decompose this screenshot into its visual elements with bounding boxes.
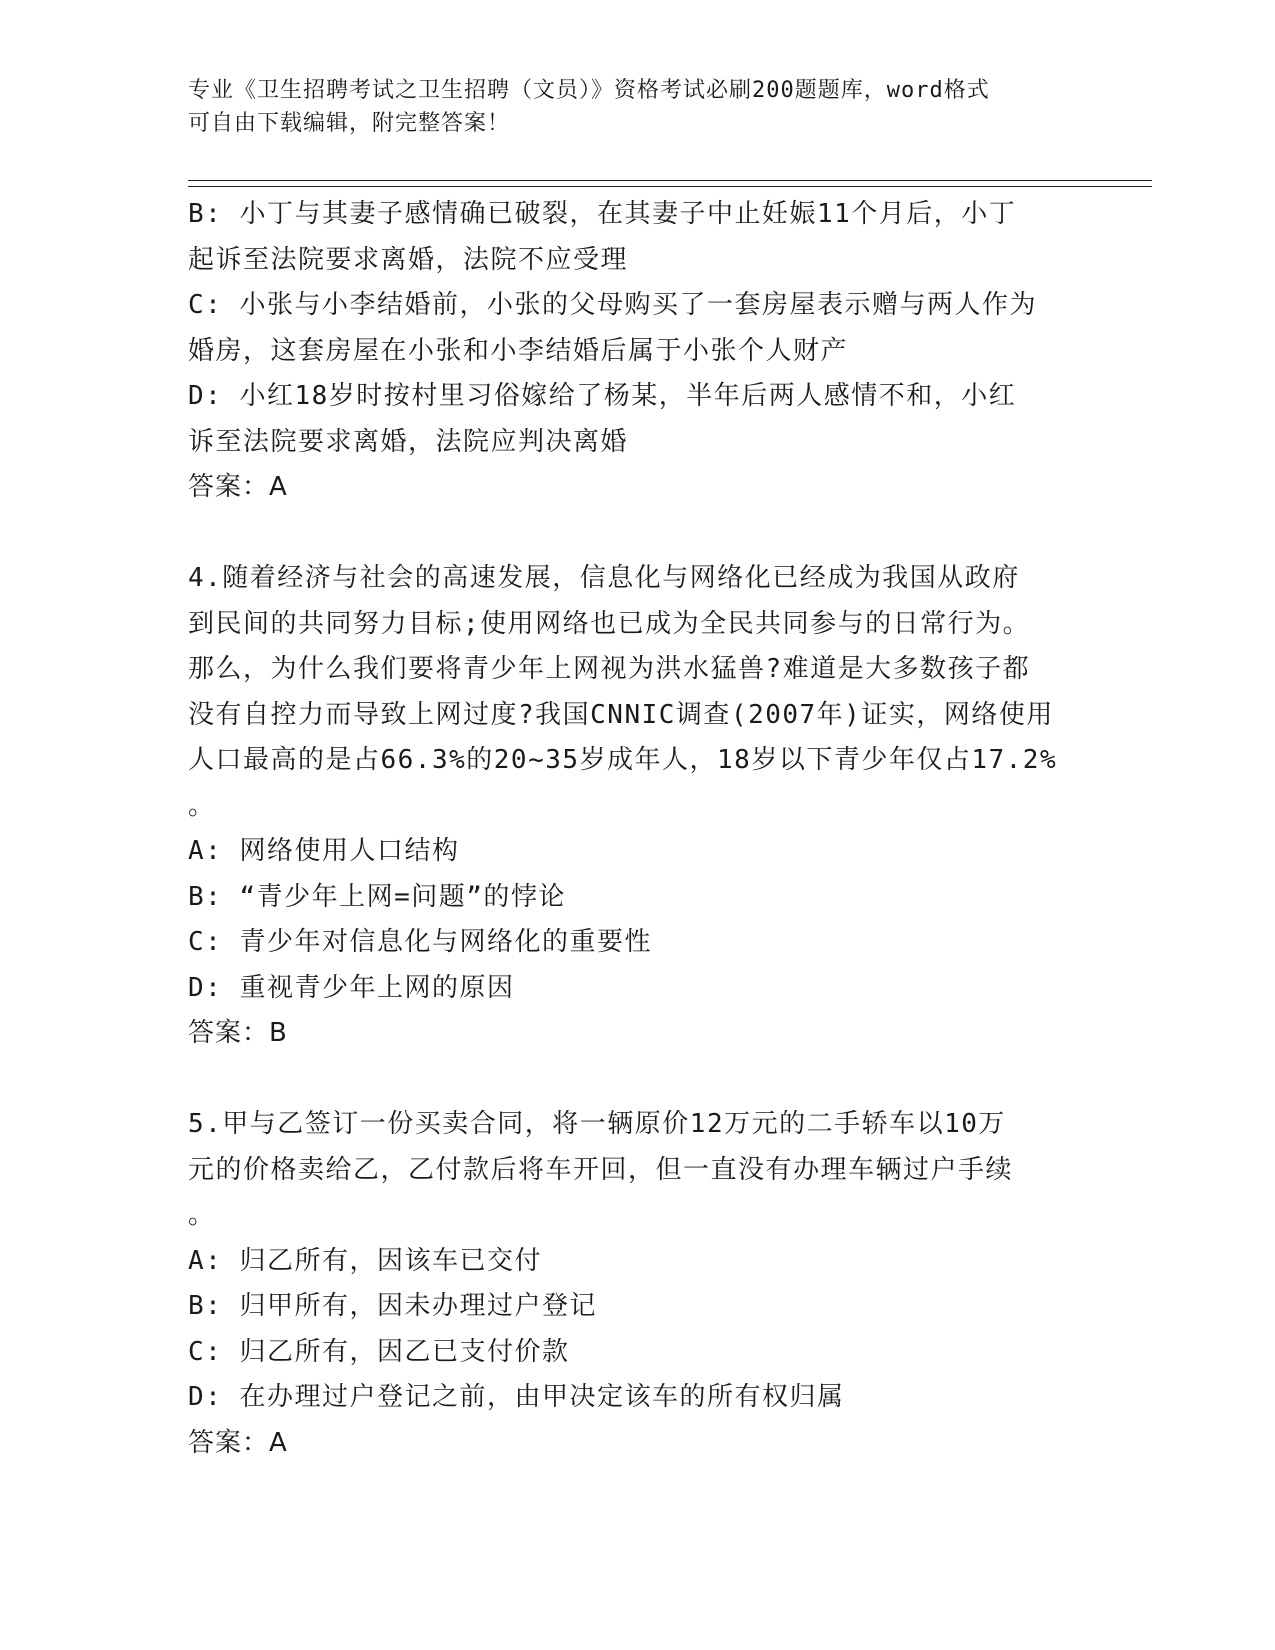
q3-option-d-line-2: 诉至法院要求离婚，法院应判决离婚 xyxy=(188,426,629,457)
q3-option-d-line-1: D: 小红18岁时按村里习俗嫁给了杨某，半年后两人感情不和，小红 xyxy=(188,381,1017,411)
q5-option-c: C: 归乙所有，因乙已支付价款 xyxy=(188,1336,570,1367)
q4-option-a: A: 网络使用人口结构 xyxy=(188,836,460,866)
header-line-2: 可自由下载编辑，附完整答案！ xyxy=(188,111,511,136)
question-3-options xyxy=(188,192,1088,511)
q4-stem-line-4: 没有自控力而导致上网过度?我国CNNIC调查(2007年)证实，网络使用 xyxy=(188,699,1054,730)
question-5 xyxy=(188,1102,1088,1466)
q4-stem-line-5: 人口最高的是占66.3%的20~35岁成年人，18岁以下青少年仅占17.2% xyxy=(188,745,1058,775)
q4-stem-line-6: 。 xyxy=(188,790,216,821)
q5-stem-line-3: 。 xyxy=(188,1200,216,1230)
q3-option-c-line-2: 婚房，这套房屋在小张和小李结婚后属于小张个人财产 xyxy=(188,335,849,366)
header-line-1: 专业《卫生招聘考试之卫生招聘（文员）》资格考试必刷200题题库，word格式 xyxy=(188,78,990,103)
q5-stem-line-2: 元的价格卖给乙，乙付款后将车开回，但一直没有办理车辆过户手续 xyxy=(188,1154,1014,1185)
q4-answer: 答案：B xyxy=(188,1018,288,1048)
q4-option-b: B: “青少年上网=问题”的悖论 xyxy=(188,881,566,912)
spacer xyxy=(188,1057,1088,1103)
spacer xyxy=(188,511,1088,557)
q3-option-c-line-1: C: 小张与小李结婚前，小张的父母购买了一套房屋表示赠与两人作为 xyxy=(188,290,1037,320)
q5-stem-line-1: 5.甲与乙签订一份买卖合同，将一辆原价12万元的二手轿车以10万 xyxy=(188,1109,1006,1139)
q5-option-a: A: 归乙所有，因该车已交付 xyxy=(188,1245,542,1276)
document-body xyxy=(188,192,1088,1466)
q5-option-b: B: 归甲所有，因未办理过户登记 xyxy=(188,1291,597,1321)
q4-stem-line-2: 到民间的共同努力目标;使用网络也已成为全民共同参与的日常行为。 xyxy=(188,608,1031,639)
q5-option-d: D: 在办理过户登记之前，由甲决定该车的所有权归属 xyxy=(188,1382,845,1412)
q4-stem-line-3: 那么，为什么我们要将青少年上网视为洪水猛兽?难道是大多数孩子都 xyxy=(188,654,1031,684)
q3-option-b-line-1: B: 小丁与其妻子感情确已破裂，在其妻子中止妊娠11个月后，小丁 xyxy=(188,199,1017,229)
header-divider-top xyxy=(188,180,1152,181)
question-4 xyxy=(188,556,1088,1057)
q4-option-d: D: 重视青少年上网的原因 xyxy=(188,972,515,1003)
q3-answer: 答案：A xyxy=(188,472,288,502)
document-header xyxy=(188,74,1068,140)
q4-option-c: C: 青少年对信息化与网络化的重要性 xyxy=(188,927,652,957)
q4-stem-line-1: 4.随着经济与社会的高速发展，信息化与网络化已经成为我国从政府 xyxy=(188,563,1020,593)
header-divider-bottom xyxy=(188,186,1152,187)
q5-answer: 答案：A xyxy=(188,1427,288,1458)
q3-option-b-line-2: 起诉至法院要求离婚，法院不应受理 xyxy=(188,244,629,275)
